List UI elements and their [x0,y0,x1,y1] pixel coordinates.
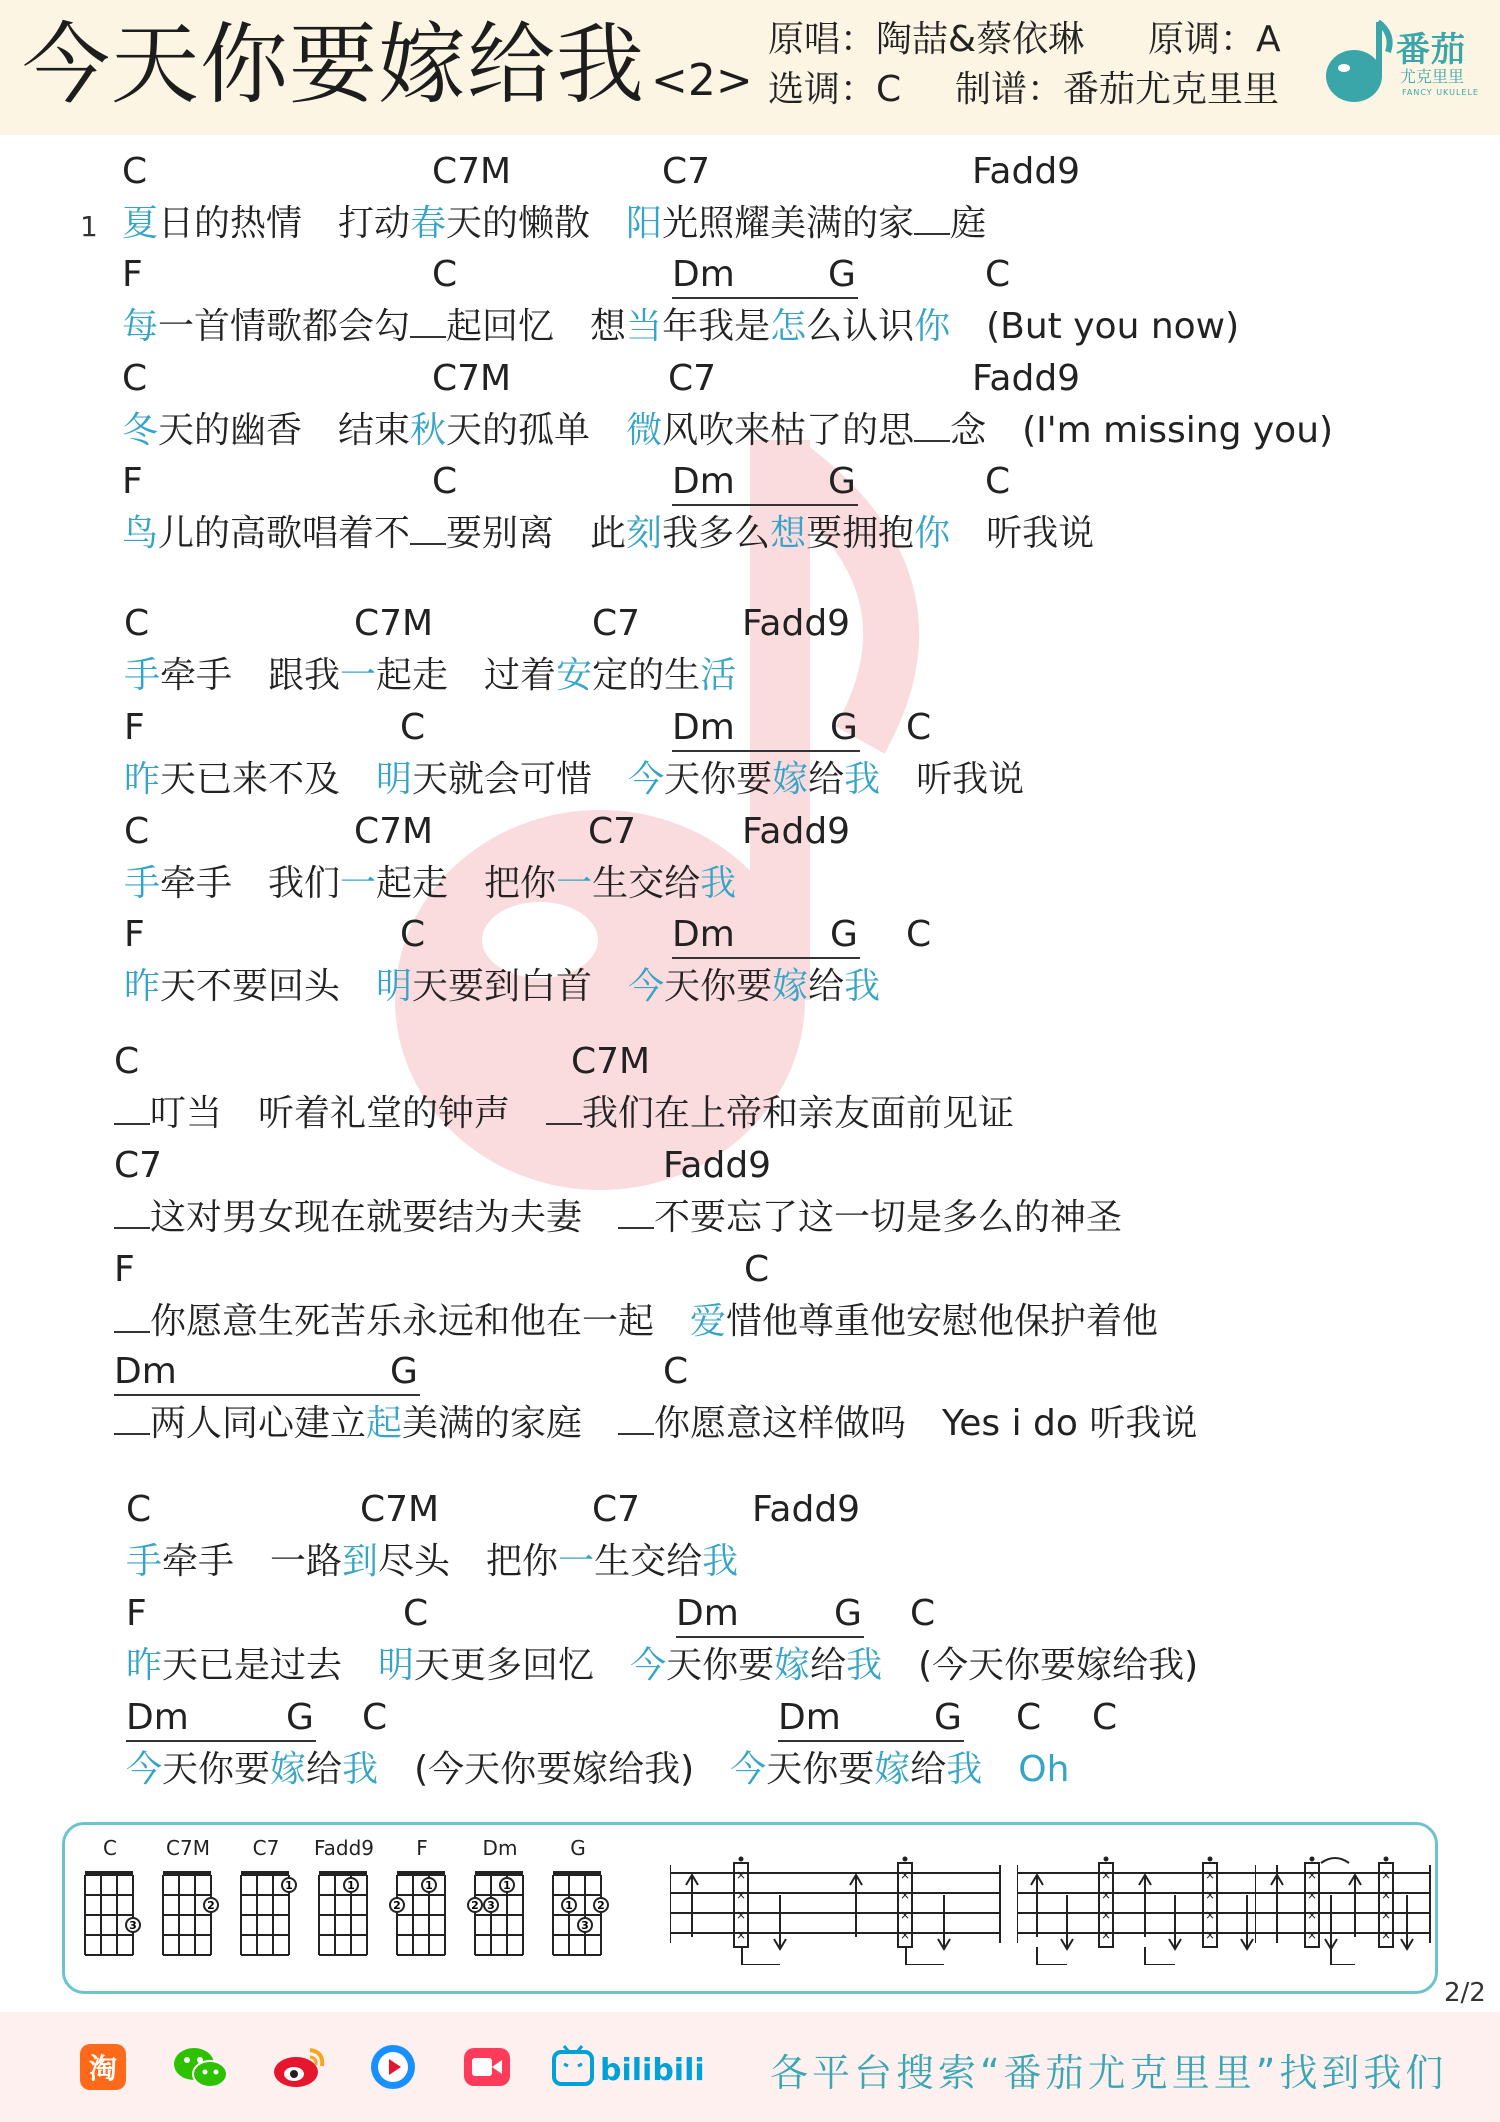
highlight-char: 我 [700,863,737,904]
chord-label: Dm [672,706,860,752]
highlight-char: 微 [626,410,663,451]
chord-label: Fadd9 [663,1145,772,1186]
finger-number: 1 [503,1879,511,1892]
chord-label: C [403,1593,429,1634]
highlight-char: 爱 [690,1301,727,1342]
blank-underline [410,308,446,338]
svg-text:×: × [1381,1888,1392,1902]
chord-label: C7 [588,811,637,852]
svg-text:×: × [736,1908,747,1922]
chord-label: C [910,1593,936,1634]
highlight-char: 手 [124,655,161,696]
blank-underline [114,1199,150,1229]
svg-text:×: × [1101,1928,1112,1942]
chord-label: C7M [432,151,512,192]
chord-label: Dm [672,253,858,299]
strum-pattern-3 [1255,1855,1435,1965]
logo-sub: 尤克里里 [1400,67,1465,86]
chord-label: F [122,461,143,502]
highlight-char: 安 [556,655,593,696]
blank-underline [618,1199,654,1229]
weibo-icon[interactable] [270,2042,330,2092]
highlight-char: 到 [342,1541,379,1582]
chord-label: C7 [662,151,711,192]
chord-label: G [830,707,858,748]
chord-label: Dm [126,1696,316,1742]
song-line [0,810,1500,910]
chord-label: C [985,461,1011,502]
song-line [0,253,1500,353]
svg-text:×: × [1381,1928,1392,1942]
chord-diagram [309,1835,379,1965]
highlight-char: 昨 [124,759,161,800]
chord-label: C [432,461,458,502]
chord-diagram-name: Fadd9 [313,1836,375,1860]
chord-label: G [830,914,858,955]
finger-number: 2 [597,1899,605,1912]
chord-diagram [465,1835,535,1965]
lyric-line: 你愿意生死苦乐永远和他在一起 爱惜他尊重他安慰他保护着他 [114,1300,1158,1344]
chord-label: C7 [668,358,717,399]
chord-label: G [834,1593,862,1634]
svg-text:×: × [1101,1888,1112,1902]
chord-label: G [934,1697,962,1738]
taobao-icon[interactable] [78,2042,128,2092]
chord-diagram-name: F [416,1836,428,1860]
svg-text:×: × [1205,1908,1216,1922]
chord-label: Fadd9 [742,603,851,644]
highlight-char: 怎 [770,306,807,347]
lyric-line: 昨天不要回头 明天要到白首 今天你要嫁给我 [124,966,881,1007]
blank-underline [914,205,950,235]
chord-label: C [126,1489,152,1530]
highlight-char: 我 [342,1749,379,1790]
chord-diagram [387,1835,457,1965]
highlight-char: 当 [626,306,663,347]
chord-label: C [362,1697,388,1738]
song-line [0,602,1500,702]
song-line [0,357,1500,457]
svg-text:×: × [1307,1868,1318,1882]
blank-underline [618,1405,654,1435]
blank-underline [546,1095,582,1125]
highlight-char: 嫁 [774,1645,811,1686]
chord-label: C [744,1249,770,1290]
chord-label: Fadd9 [752,1489,861,1530]
blank-underline [410,515,446,545]
strum-pattern-2 [1017,1855,1282,1965]
svg-text:×: × [1381,1908,1392,1922]
blank-underline [114,1095,150,1125]
highlight-char: 我 [844,759,881,800]
lyric-line: 叮当 听着礼堂的钟声 我们在上帝和亲友面前见证 [114,1092,1014,1136]
chord-label: C [985,254,1011,295]
chord-label: Fadd9 [972,151,1081,192]
fretboard-grid [389,1861,455,1961]
footer [0,2012,1500,2122]
chord-label: C7M [571,1041,651,1082]
highlight-char: 手 [126,1541,163,1582]
highlight-char: 一 [340,863,377,904]
highlight-char: 明 [376,759,413,800]
highlight-char: 今 [628,966,665,1007]
highlight-char: 一 [340,655,377,696]
chord-label: Dm [114,1350,420,1396]
chosen-key: 选调：C [768,69,902,110]
chord-label: C [400,707,426,748]
highlight-char: 今 [126,1749,163,1790]
svg-text:×: × [1101,1908,1112,1922]
song-title: 今天你要嫁给我 <2> [22,13,753,116]
highlight-char: 鸟 [122,513,159,554]
fretboard-grid [77,1861,143,1961]
highlight-char: 你 [914,513,951,554]
song-line [0,1248,1500,1348]
highlight-char: 春 [410,203,447,244]
finger-number: 1 [285,1879,293,1892]
song-line [0,460,1500,560]
highlight-char: 今 [730,1749,767,1790]
highlight-char: 明 [376,966,413,1007]
blank-underline [914,412,950,442]
lyric-line: 手牵手 跟我一起走 过着安定的生活 [124,655,737,696]
song-line [0,150,1500,250]
finger-number: 1 [425,1879,433,1892]
footer-slogan: 各平台搜索“番茄尤克里里”找到我们 [770,2051,1448,2095]
svg-text:×: × [1205,1888,1216,1902]
arranger: 制谱：番茄尤克里里 [955,69,1280,110]
svg-text:×: × [1101,1868,1112,1882]
header [0,0,1500,135]
song-line [0,1144,1500,1244]
song-line [0,706,1500,806]
svg-text:×: × [900,1908,911,1922]
highlight-char: 夏 [122,203,159,244]
video-play-icon[interactable] [368,2042,418,2092]
svg-text:×: × [736,1928,747,1942]
lyric-line: 今天你要嫁给我 (今天你要嫁给我) 今天你要嫁给我 Oh [126,1749,1070,1790]
lyric-line: 昨天已来不及 明天就会可惜 今天你要嫁给我 听我说 [124,759,1025,800]
highlight-char: 嫁 [270,1749,307,1790]
chord-label: G [390,1351,418,1392]
lyric-line: 手牵手 一路到尽头 把你一生交给我 [126,1541,739,1582]
song-line [0,1696,1500,1796]
highlight-char: 每 [122,306,159,347]
chord-label: C [124,811,150,852]
lyric-line: 两人同心建立起美满的家庭 你愿意这样做吗 Yes i do 听我说 [114,1402,1197,1446]
chord-label: G [828,254,856,295]
svg-text:×: × [1205,1868,1216,1882]
chord-label: Dm [778,1696,964,1742]
chord-diagram [543,1835,613,1965]
finger-number: 3 [487,1899,495,1912]
original-key: 原调：A [1148,19,1281,60]
lyric-line: 手牵手 我们一起走 把你一生交给我 [124,863,737,904]
finger-number: 1 [347,1879,355,1892]
chord-label: C7M [432,358,512,399]
highlight-char: 嫁 [772,966,809,1007]
highlight-char: 活 [700,655,737,696]
chord-diagram-name: C7M [166,1836,210,1860]
highlight-char: Oh [1018,1749,1070,1790]
chord-label: C [122,151,148,192]
chord-diagram-name: C7 [252,1836,280,1860]
highlight-char: 一 [558,1541,595,1582]
bilibili-icon[interactable] [552,2042,712,2092]
chord-label: C [663,1351,689,1392]
title-part: <2> [651,55,753,106]
chord-label: Fadd9 [742,811,851,852]
chord-label: G [286,1697,314,1738]
chord-label: C [906,707,932,748]
chord-label: C [432,254,458,295]
highlight-char: 嫁 [772,759,809,800]
highlight-char: 一 [556,863,593,904]
chord-diagram [231,1835,301,1965]
wechat-icon[interactable] [170,2042,230,2092]
chord-label: C7 [592,1489,641,1530]
chord-label: C [122,358,148,399]
chord-diagram [153,1835,223,1965]
chord-label: C7M [354,811,434,852]
highlight-char: 我 [702,1541,739,1582]
highlight-char: 秋 [410,410,447,451]
fretboard-grid [467,1861,533,1961]
song-line [0,1488,1500,1588]
highlight-char: 明 [378,1645,415,1686]
bilibili-text: bilibili [600,2053,705,2088]
highlight-char: 我 [946,1749,983,1790]
chord-label: C7M [360,1489,440,1530]
blank-underline [114,1405,150,1435]
chord-label: F [126,1593,147,1634]
chord-label: C7 [592,603,641,644]
fretboard-grid [545,1861,611,1961]
fretboard-grid [311,1861,377,1961]
chord-label: C [1092,1697,1118,1738]
svg-text:×: × [900,1928,911,1942]
finger-number: 1 [565,1899,573,1912]
chord-diagram [75,1835,145,1965]
lyric-line: 每一首情歌都会勾 起回忆 想当年我是怎么认识你 (But you now) [122,306,1240,347]
logo [1318,12,1488,112]
chord-label: C [400,914,426,955]
strum-pattern-1 [670,1855,1010,1965]
song-line [0,1040,1500,1140]
page-number: 2/2 [1444,1978,1486,2008]
chord-label: G [828,461,856,502]
highlight-char: 起 [366,1403,403,1444]
svg-text:×: × [1307,1908,1318,1922]
chord-label: F [124,707,145,748]
chord-label: C7M [354,603,434,644]
chord-label: C [1016,1697,1042,1738]
lyric-line: 鸟儿的高歌唱着不 要别离 此刻我多么想要拥抱你 听我说 [122,513,1095,554]
highlight-char: 手 [124,863,161,904]
chord-label: C [906,914,932,955]
highlight-char: 刻 [626,513,663,554]
song-line [0,1592,1500,1692]
svg-text:×: × [900,1868,911,1882]
highlight-char: 嫁 [874,1749,911,1790]
fretboard-grid [233,1861,299,1961]
fretboard-grid [155,1861,221,1961]
svg-text:×: × [1307,1928,1318,1942]
lyric-line: 夏日的热情 打动春天的懒散 阳光照耀美满的家 庭 [122,203,987,244]
chord-label: C7 [114,1145,163,1186]
chord-label: C [114,1041,140,1082]
highlight-char: 我 [844,966,881,1007]
song-line [0,913,1500,1013]
verse-number: 1 [80,210,98,243]
highlight-char: 我 [846,1645,883,1686]
finger-number: 3 [581,1919,589,1932]
highlight-char: 想 [770,513,807,554]
svg-text:×: × [736,1868,747,1882]
chord-label: Fadd9 [972,358,1081,399]
chord-label: F [122,254,143,295]
logo-en: FANCY UKULELE [1402,88,1479,97]
svg-text:×: × [1307,1888,1318,1902]
chord-label: Dm [672,460,858,506]
chord-diagram-name: G [570,1836,586,1860]
lyric-line: 冬天的幽香 结束秋天的孤单 微风吹来枯了的思 念 (I'm missing you) [122,410,1334,451]
highlight-char: 阳 [626,203,663,244]
chord-diagram-box [62,1822,1438,1994]
highlight-char: 冬 [122,410,159,451]
taobao-glyph: 淘 [88,2052,118,2085]
chord-label: Dm [672,913,860,959]
svg-text:×: × [736,1888,747,1902]
svg-text:×: × [900,1888,911,1902]
chord-label: Dm [676,1592,864,1638]
chord-diagram-name: C [103,1836,117,1860]
lyric-line: 昨天已是过去 明天更多回忆 今天你要嫁给我 (今天你要嫁给我) [126,1645,1199,1686]
chord-diagram-name: Dm [482,1836,518,1860]
finger-number: 2 [471,1899,479,1912]
tomato-note-icon [1318,12,1398,112]
highlight-char: 昨 [126,1645,163,1686]
highlight-char: 今 [630,1645,667,1686]
chord-label: F [114,1249,135,1290]
svg-text:×: × [1205,1928,1216,1942]
chord-label: F [124,914,145,955]
finger-number: 2 [207,1899,215,1912]
lyric-line: 这对男女现在就要结为夫妻 不要忘了这一切是多么的神圣 [114,1196,1122,1240]
highlight-char: 今 [628,759,665,800]
finger-number: 2 [393,1899,401,1912]
original-singer: 原唱：陶喆&蔡依琳 [768,19,1085,60]
song-line [0,1350,1500,1450]
highlight-char: 你 [914,306,951,347]
chord-label: C [124,603,150,644]
svg-text:×: × [1381,1868,1392,1882]
video-camera-icon[interactable] [462,2042,512,2092]
blank-underline [114,1303,150,1333]
logo-main: 番茄 [1396,30,1466,70]
finger-number: 3 [129,1919,137,1932]
highlight-char: 昨 [124,966,161,1007]
